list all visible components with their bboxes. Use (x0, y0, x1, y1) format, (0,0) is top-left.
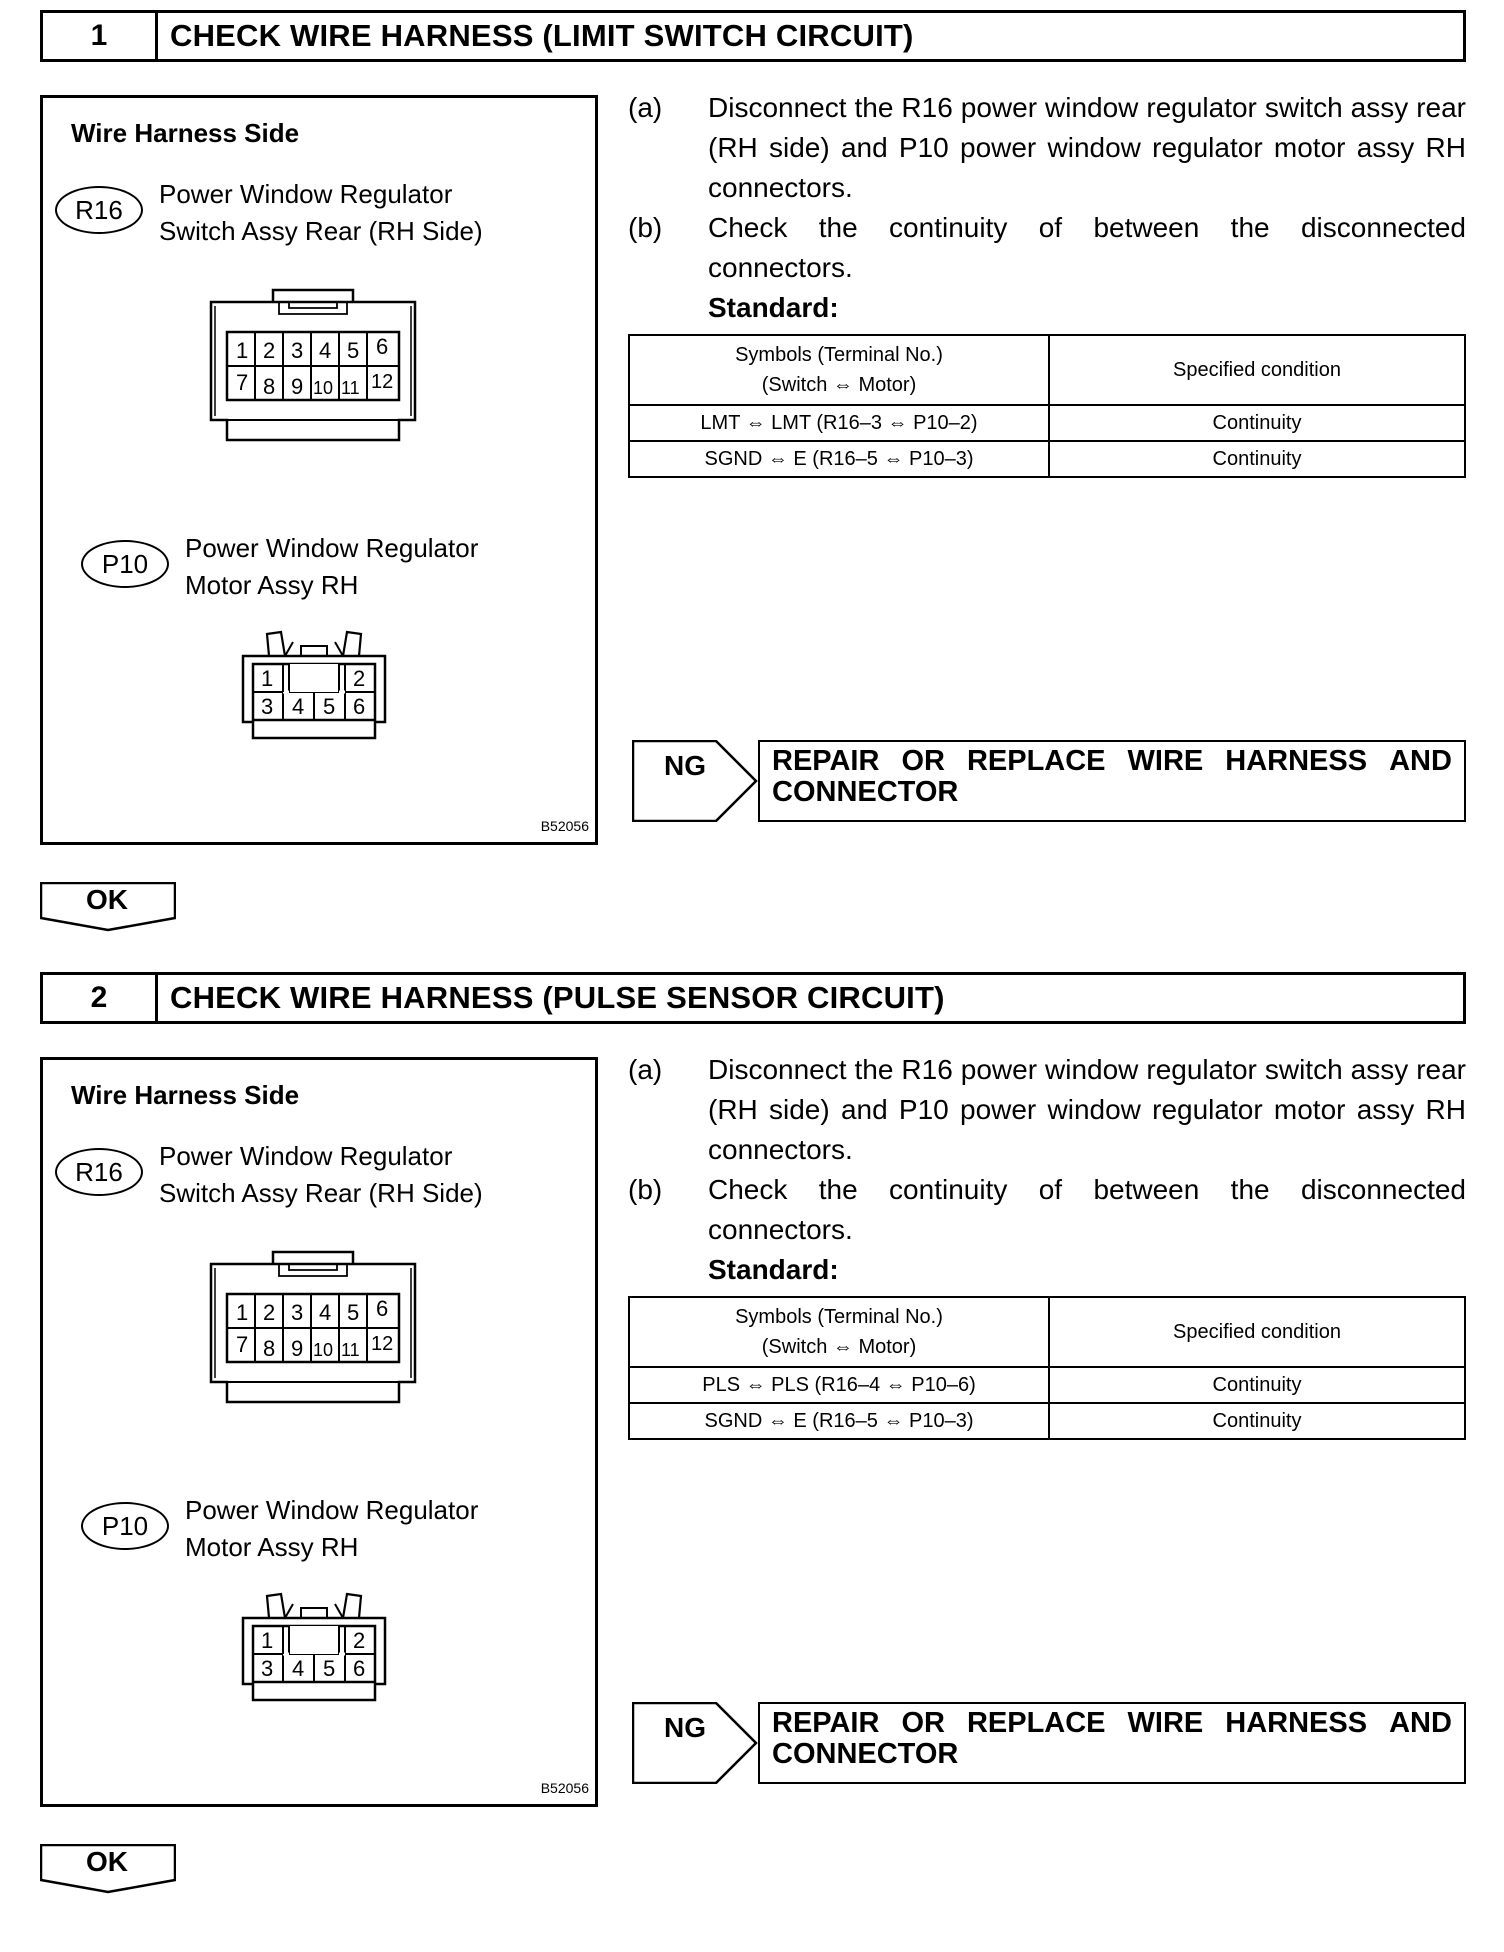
step-text: Disconnect the R16 power window regulator switch assy rear (RH side) and P10 power window regulator motor assy RH connectors. (708, 1054, 1466, 1165)
connector-p10-diagram (239, 630, 389, 750)
wiring-figure (40, 95, 598, 845)
ng-action-word: AND (1389, 745, 1452, 777)
procedure-steps (628, 1050, 1466, 1290)
r16-pin: 12 (371, 1333, 394, 1355)
table-header-condition: Specified condition (1049, 335, 1465, 405)
ng-branch-arrow (632, 1702, 758, 1789)
step-text: Disconnect the R16 power window regulator switch assy rear (RH side) and P10 power window regulator motor assy RH connectors. (708, 92, 1466, 203)
p10-pin: 5 (323, 694, 336, 719)
table-cell-condition: Continuity (1049, 441, 1465, 477)
ng-action-word: WIRE (1127, 1707, 1204, 1739)
connector-r16-badge: R16 (55, 1148, 143, 1196)
r16-pin: 2 (263, 338, 276, 363)
standard-label: Standard: (708, 1254, 839, 1285)
step-header (40, 972, 1466, 1024)
step-title: CHECK WIRE HARNESS (PULSE SENSOR CIRCUIT) (170, 980, 945, 1015)
p10-pin: 3 (261, 1656, 274, 1681)
ng-action-word: OR (901, 1707, 945, 1739)
table-row (629, 1403, 1465, 1439)
p10-pin: 6 (353, 1656, 366, 1681)
table-cell-symbols: SGND ⇔ E (R16–5 ⇔ P10–3) (629, 441, 1049, 477)
p10-pin: 2 (353, 666, 366, 691)
r16-pin: 9 (291, 374, 304, 399)
r16-pin: 12 (371, 371, 394, 393)
figure-code: B52056 (540, 818, 589, 834)
connector-r16-label (159, 176, 483, 250)
connector-p10-badge: P10 (81, 1502, 169, 1550)
ng-action-word: REPAIR (772, 1707, 880, 1739)
table-header-condition: Specified condition (1049, 1297, 1465, 1367)
check-step-section (0, 0, 1504, 940)
table-row (629, 405, 1465, 441)
r16-pin: 5 (347, 1300, 360, 1325)
ng-action-line1 (772, 1708, 1452, 1739)
ng-label: NG (664, 750, 706, 781)
ok-label: OK (86, 884, 128, 915)
table-cell-symbols: PLS ⇔ PLS (R16–4 ⇔ P10–6) (629, 1367, 1049, 1403)
connector-p10-label-line2: Motor Assy RH (185, 1532, 359, 1562)
connector-r16-label-line1: Power Window Regulator (159, 179, 453, 209)
r16-pin: 10 (313, 378, 334, 398)
ng-action-word: WIRE (1127, 745, 1204, 777)
ng-action-word: REPAIR (772, 745, 880, 777)
r16-pin: 9 (291, 1336, 304, 1361)
connector-p10-label (185, 1492, 478, 1566)
r16-pin: 2 (263, 1300, 276, 1325)
ng-action-line2: CONNECTOR (772, 1738, 959, 1770)
step-letter: (b) (628, 1174, 663, 1205)
ng-action-line1 (772, 746, 1452, 777)
procedure-steps (628, 88, 1466, 328)
r16-pin: 6 (376, 1296, 389, 1321)
r16-pin: 8 (263, 1336, 276, 1361)
table-row (629, 1367, 1465, 1403)
step-text: Check the continuity of between the disconnected connectors. (708, 212, 1466, 283)
ng-action-word: OR (901, 745, 945, 777)
ng-action-line2: CONNECTOR (772, 776, 959, 808)
wiring-figure (40, 1057, 598, 1807)
figure-heading: Wire Harness Side (71, 118, 300, 148)
table-cell-condition: Continuity (1049, 405, 1465, 441)
procedure-step (628, 1050, 1466, 1170)
connector-r16-label-line1: Power Window Regulator (159, 1141, 453, 1171)
p10-pin: 1 (261, 666, 274, 691)
ng-action-word: AND (1389, 1707, 1452, 1739)
step-number: 2 (43, 975, 158, 1021)
connector-p10-label-line1: Power Window Regulator (185, 1495, 479, 1525)
p10-pin: 5 (323, 1656, 336, 1681)
figure-code: B52056 (540, 1780, 589, 1796)
standard-label: Standard: (708, 292, 839, 323)
r16-pin: 11 (341, 1340, 360, 1360)
connector-r16-badge: R16 (55, 186, 143, 234)
table-header-symbols-line2: (Switch ⇔ Motor) (761, 1336, 917, 1358)
ok-branch-arrow (40, 882, 176, 937)
connector-p10-label-line2: Motor Assy RH (185, 570, 359, 600)
step-title: CHECK WIRE HARNESS (LIMIT SWITCH CIRCUIT) (170, 18, 914, 53)
step-letter: (a) (628, 92, 663, 123)
connector-r16-label (159, 1138, 483, 1212)
ng-action-word: REPLACE (966, 1707, 1106, 1739)
p10-pin: 4 (292, 1656, 305, 1681)
ng-action-box (758, 740, 1466, 822)
step-letter: (a) (628, 1054, 663, 1085)
p10-pin: 4 (292, 694, 305, 719)
r16-pin: 6 (376, 334, 389, 359)
ng-label: NG (664, 1712, 706, 1743)
table-header-symbols-line2: (Switch ⇔ Motor) (761, 374, 917, 396)
p10-pin: 3 (261, 694, 274, 719)
table-cell-condition: Continuity (1049, 1403, 1465, 1439)
table-cell-symbols: LMT ⇔ LMT (R16–3 ⇔ P10–2) (629, 405, 1049, 441)
r16-pin: 11 (341, 378, 360, 398)
p10-pin: 6 (353, 694, 366, 719)
connector-p10-label-line1: Power Window Regulator (185, 533, 479, 563)
step-number: 1 (43, 13, 158, 59)
step-letter: (b) (628, 212, 663, 243)
table-header-row (629, 335, 1465, 405)
ng-action-box (758, 1702, 1466, 1784)
procedure-step (628, 88, 1466, 208)
r16-pin: 1 (236, 338, 249, 363)
r16-pin: 8 (263, 374, 276, 399)
r16-pin: 10 (313, 1340, 334, 1360)
table-header-symbols (629, 335, 1049, 405)
standard-table (628, 334, 1466, 478)
table-header-symbols-line1: Symbols (Terminal No.) (735, 344, 943, 366)
p10-pin: 2 (353, 1628, 366, 1653)
r16-pin: 5 (347, 338, 360, 363)
r16-pin: 3 (291, 1300, 304, 1325)
r16-pin: 7 (236, 1332, 249, 1357)
table-header-symbols (629, 1297, 1049, 1367)
ng-branch-arrow (632, 740, 758, 827)
connector-r16-diagram (203, 288, 423, 448)
check-step-section (0, 962, 1504, 1902)
p10-pin: 1 (261, 1628, 274, 1653)
connector-p10-diagram (239, 1592, 389, 1712)
ng-action-word: HARNESS (1225, 745, 1368, 777)
ng-action-word: REPLACE (966, 745, 1106, 777)
procedure-step (628, 208, 1466, 288)
connector-r16-diagram (203, 1250, 423, 1410)
connector-r16-label-line2: Switch Assy Rear (RH Side) (159, 216, 483, 246)
procedure-step (628, 1170, 1466, 1250)
table-cell-symbols: SGND ⇔ E (R16–5 ⇔ P10–3) (629, 1403, 1049, 1439)
connector-r16-label-line2: Switch Assy Rear (RH Side) (159, 1178, 483, 1208)
ok-branch-arrow (40, 1844, 176, 1899)
r16-pin: 3 (291, 338, 304, 363)
table-header-row (629, 1297, 1465, 1367)
r16-pin: 4 (319, 1300, 332, 1325)
connector-p10-badge: P10 (81, 540, 169, 588)
table-header-symbols-line1: Symbols (Terminal No.) (735, 1306, 943, 1328)
step-text: Check the continuity of between the disconnected connectors. (708, 1174, 1466, 1245)
figure-heading: Wire Harness Side (71, 1080, 300, 1110)
connector-p10-label (185, 530, 478, 604)
ng-action-word: HARNESS (1225, 1707, 1368, 1739)
table-cell-condition: Continuity (1049, 1367, 1465, 1403)
table-row (629, 441, 1465, 477)
ok-label: OK (86, 1846, 128, 1877)
standard-table (628, 1296, 1466, 1440)
r16-pin: 4 (319, 338, 332, 363)
r16-pin: 1 (236, 1300, 249, 1325)
r16-pin: 7 (236, 370, 249, 395)
step-header (40, 10, 1466, 62)
